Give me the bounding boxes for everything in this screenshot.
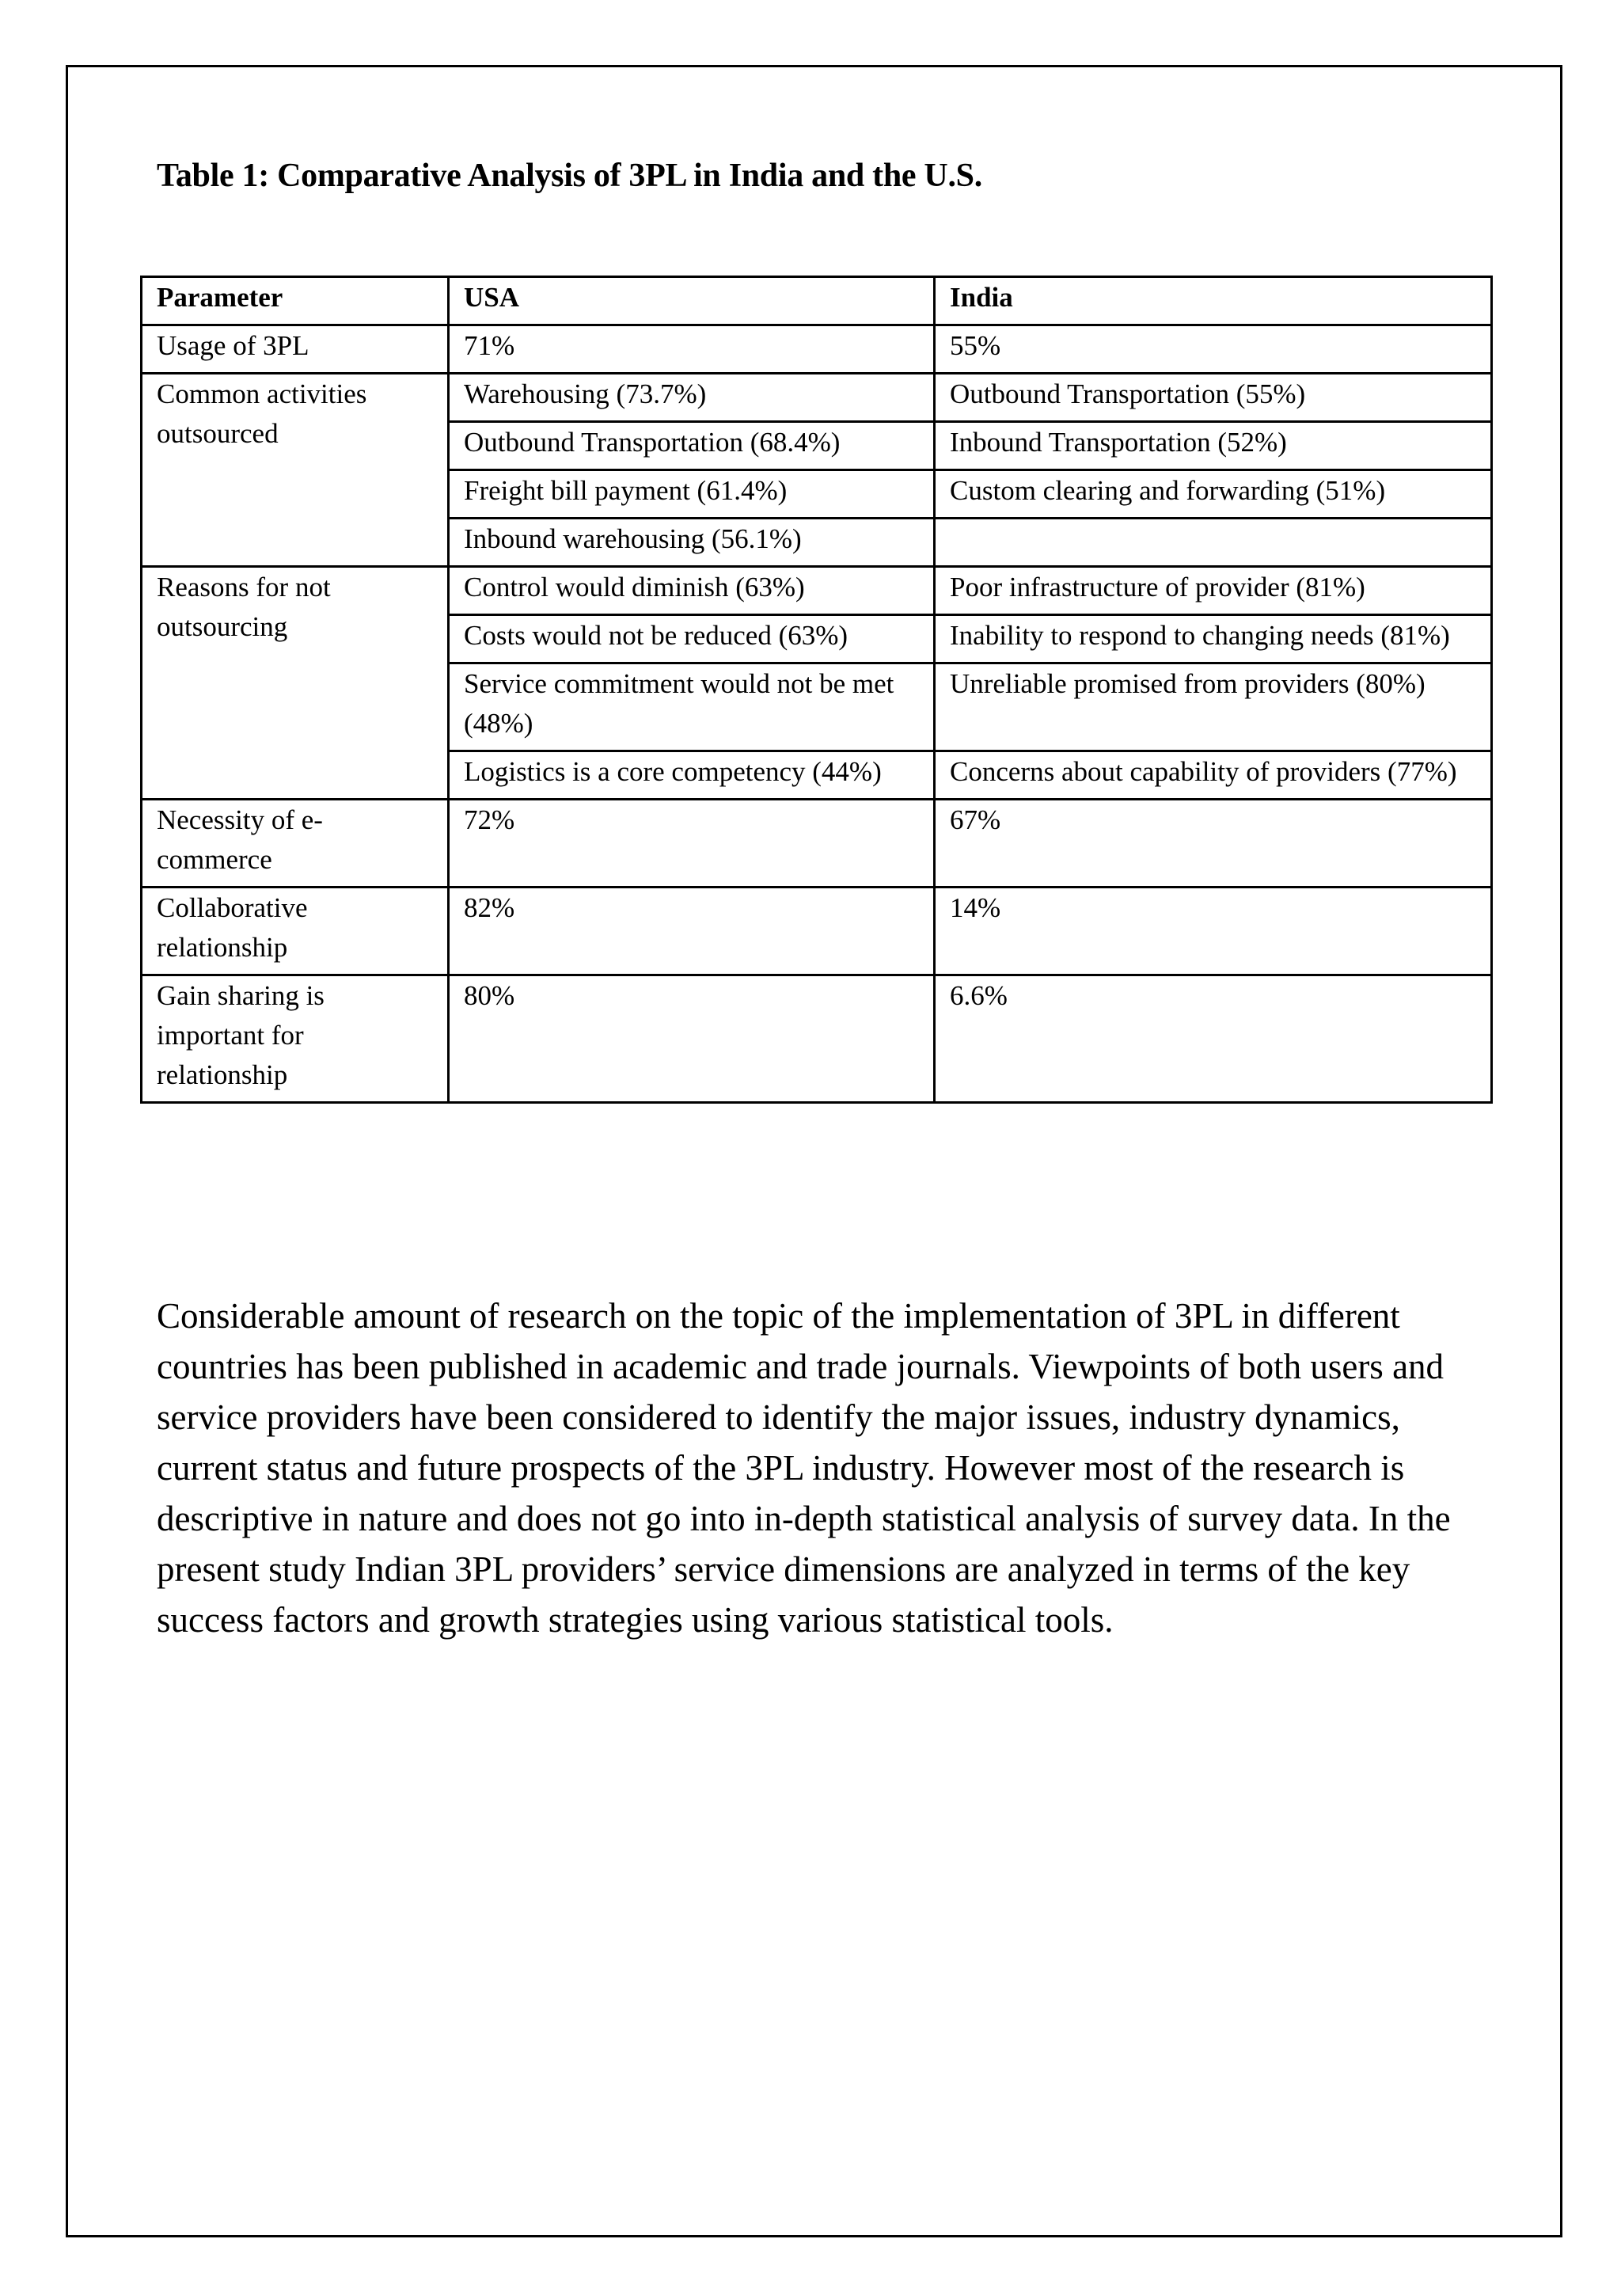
table-title: Table 1: Comparative Analysis of 3PL in India and the U.S. [157,158,982,194]
param-ecommerce: Necessity of e-commerce [142,800,449,888]
table-row-usage [142,325,1492,374]
usa-activity: Outbound Transportation (68.4%) [449,422,935,470]
param-gain-sharing: Gain sharing is important for relationship [142,975,449,1103]
param-collaborative: Collaborative relationship [142,888,449,975]
table-row-activities-1 [142,374,1492,422]
india-activity: Inbound Transportation (52%) [935,422,1492,470]
india-reason: Poor infrastructure of provider (81%) [935,567,1492,615]
usa-activity: Freight bill payment (61.4%) [449,470,935,519]
param-usage: Usage of 3PL [142,325,449,374]
india-gain-sharing: 6.6% [935,975,1492,1103]
table-row-ecommerce [142,800,1492,888]
india-reason: Inability to respond to changing needs (81%) [935,615,1492,663]
usa-activity: Warehousing (73.7%) [449,374,935,422]
india-activity: Outbound Transportation (55%) [935,374,1492,422]
table-row-gain-sharing [142,975,1492,1103]
india-ecommerce: 67% [935,800,1492,888]
usa-reason: Service commitment would not be met (48%) [449,663,935,751]
india-collaborative: 14% [935,888,1492,975]
header-parameter: Parameter [142,277,449,325]
header-usa: USA [449,277,935,325]
usa-usage: 71% [449,325,935,374]
usa-collaborative: 82% [449,888,935,975]
usa-activity: Inbound warehousing (56.1%) [449,519,935,567]
header-india: India [935,277,1492,325]
param-reasons: Reasons for not outsourcing [142,567,449,800]
table-row-collaborative [142,888,1492,975]
param-activities: Common activities outsourced [142,374,449,567]
table-row-reasons-1 [142,567,1492,615]
usa-gain-sharing: 80% [449,975,935,1103]
india-reason: Concerns about capability of providers (77%) [935,751,1492,800]
comparison-table [140,276,1493,1104]
usa-ecommerce: 72% [449,800,935,888]
usa-reason: Logistics is a core competency (44%) [449,751,935,800]
body-paragraph: Considerable amount of research on the topic of the implementation of 3PL in different countries has been published in academic and trade journals. Viewpoints of both users and service providers have been considered to identify the major issues, industry dynamics, current status and future prospects of the 3PL industry. However most of the research is descriptive in nature and does not go into in-depth statistical analysis of survey data. In the present study Indian 3PL providers’ service dimensions are analyzed in terms of the key success factors and growth strategies using various statistical tools. [157,1296,1451,1640]
india-activity: Custom clearing and forwarding (51%) [935,470,1492,519]
usa-reason: Control would diminish (63%) [449,567,935,615]
india-reason: Unreliable promised from providers (80%) [935,663,1492,751]
usa-reason: Costs would not be reduced (63%) [449,615,935,663]
india-usage: 55% [935,325,1492,374]
table-header-row [142,277,1492,325]
india-activity [935,519,1492,567]
